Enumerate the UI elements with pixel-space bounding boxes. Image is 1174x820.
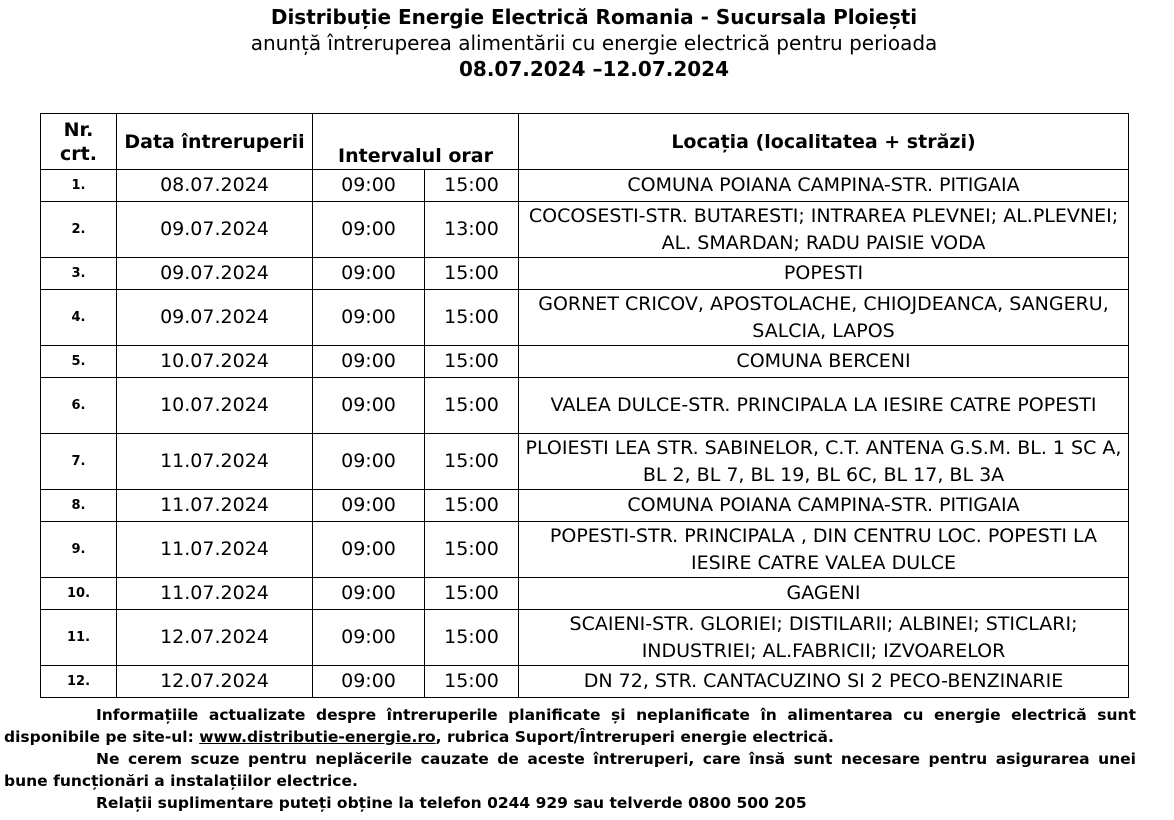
row-date: 11.07.2024	[117, 578, 313, 610]
document-footer	[4, 704, 1136, 814]
row-location: VALEA DULCE-STR. PRINCIPALA LA IESIRE CATRE POPESTI	[519, 378, 1129, 434]
row-date: 09.07.2024	[117, 258, 313, 290]
row-start-time: 09:00	[313, 346, 425, 378]
footer-info-prefix: Informațiile actualizate despre întreruperile planificate și neplanificate în alimentarea cu energie electrică sunt disponibile pe site-ul:	[4, 706, 1136, 746]
row-date: 12.07.2024	[117, 610, 313, 666]
footer-info-suffix: , rubrica Suport/Întreruperi energie electrică.	[435, 728, 834, 746]
table-row	[41, 522, 1129, 578]
row-end-time: 15:00	[425, 378, 519, 434]
table-header-row	[41, 114, 1129, 170]
column-header-date: Data întreruperii	[117, 114, 313, 170]
row-location: COMUNA POIANA CAMPINA-STR. PITIGAIA	[519, 170, 1129, 202]
row-end-time: 15:00	[425, 522, 519, 578]
row-start-time: 09:00	[313, 522, 425, 578]
footer-contact: Relații suplimentare puteți obține la telefon 0244 929 sau telverde 0800 500 205	[96, 794, 807, 812]
table-row	[41, 666, 1129, 698]
row-start-time: 09:00	[313, 378, 425, 434]
row-location: GAGENI	[519, 578, 1129, 610]
column-header-location: Locația (localitatea + străzi)	[519, 114, 1129, 170]
row-start-time: 09:00	[313, 202, 425, 258]
column-header-nr: Nr. crt.	[41, 114, 117, 170]
row-end-time: 15:00	[425, 610, 519, 666]
row-date: 09.07.2024	[117, 202, 313, 258]
row-start-time: 09:00	[313, 666, 425, 698]
row-location: SCAIENI-STR. GLORIEI; DISTILARII; ALBINEI; STICLARI; INDUSTRIEI; AL.FABRICII; IZVOARELOR	[519, 610, 1129, 666]
row-date: 08.07.2024	[117, 170, 313, 202]
site-link[interactable]: www.distributie-energie.ro	[199, 728, 436, 746]
footer-apology: Ne cerem scuze pentru neplăcerile cauzate de aceste întreruperi, care însă sunt necesare pentru asigurarea unei bune funcționări a instalațiilor electrice.	[4, 750, 1136, 790]
table-body	[41, 170, 1129, 698]
row-start-time: 09:00	[313, 610, 425, 666]
row-end-time: 15:00	[425, 434, 519, 490]
row-number: 3.	[41, 258, 117, 290]
row-date: 11.07.2024	[117, 490, 313, 522]
table-row	[41, 490, 1129, 522]
row-start-time: 09:00	[313, 434, 425, 490]
row-start-time: 09:00	[313, 258, 425, 290]
row-number: 8.	[41, 490, 117, 522]
row-location: COCOSESTI-STR. BUTARESTI; INTRAREA PLEVNEI; AL.PLEVNEI; AL. SMARDAN; RADU PAISIE VODA	[519, 202, 1129, 258]
row-end-time: 15:00	[425, 290, 519, 346]
row-end-time: 15:00	[425, 258, 519, 290]
row-end-time: 15:00	[425, 170, 519, 202]
row-number: 7.	[41, 434, 117, 490]
outages-table	[40, 113, 1129, 698]
row-number: 9.	[41, 522, 117, 578]
footer-info	[4, 704, 1136, 748]
column-header-interval: Intervalul orar	[313, 114, 519, 170]
row-number: 11.	[41, 610, 117, 666]
row-location: DN 72, STR. CANTACUZINO SI 2 PECO-BENZINARIE	[519, 666, 1129, 698]
row-number: 12.	[41, 666, 117, 698]
document-subtitle: anunță întreruperea alimentării cu energie electrică pentru perioada	[250, 31, 938, 55]
row-location: COMUNA POIANA CAMPINA-STR. PITIGAIA	[519, 490, 1129, 522]
table-row	[41, 434, 1129, 490]
row-start-time: 09:00	[313, 490, 425, 522]
document-title: Distribuție Energie Electrică Romania - Sucursala Ploiești	[270, 5, 918, 29]
table-row	[41, 170, 1129, 202]
row-date: 12.07.2024	[117, 666, 313, 698]
row-end-time: 15:00	[425, 490, 519, 522]
table-row	[41, 290, 1129, 346]
row-end-time: 15:00	[425, 346, 519, 378]
document-header	[0, 4, 1174, 82]
row-number: 10.	[41, 578, 117, 610]
row-location: POPESTI-STR. PRINCIPALA , DIN CENTRU LOC. POPESTI LA IESIRE CATRE VALEA DULCE	[519, 522, 1129, 578]
row-location: POPESTI	[519, 258, 1129, 290]
table-row	[41, 258, 1129, 290]
row-start-time: 09:00	[313, 578, 425, 610]
table-row	[41, 578, 1129, 610]
row-start-time: 09:00	[313, 290, 425, 346]
row-number: 2.	[41, 202, 117, 258]
row-end-time: 15:00	[425, 666, 519, 698]
row-date: 10.07.2024	[117, 346, 313, 378]
document-period: 08.07.2024 –12.07.2024	[458, 57, 729, 81]
row-start-time: 09:00	[313, 170, 425, 202]
row-end-time: 15:00	[425, 578, 519, 610]
row-date: 11.07.2024	[117, 522, 313, 578]
row-location: COMUNA BERCENI	[519, 346, 1129, 378]
row-number: 6.	[41, 378, 117, 434]
table-row	[41, 202, 1129, 258]
row-end-time: 13:00	[425, 202, 519, 258]
row-date: 11.07.2024	[117, 434, 313, 490]
table-row	[41, 378, 1129, 434]
table-row	[41, 346, 1129, 378]
row-number: 5.	[41, 346, 117, 378]
row-location: PLOIESTI LEA STR. SABINELOR, C.T. ANTENA G.S.M. BL. 1 SC A, BL 2, BL 7, BL 19, BL 6C, BL 17, BL 3A	[519, 434, 1129, 490]
row-number: 1.	[41, 170, 117, 202]
row-date: 09.07.2024	[117, 290, 313, 346]
row-location: GORNET CRICOV, APOSTOLACHE, CHIOJDEANCA, SANGERU, SALCIA, LAPOS	[519, 290, 1129, 346]
table-row	[41, 610, 1129, 666]
row-date: 10.07.2024	[117, 378, 313, 434]
row-number: 4.	[41, 290, 117, 346]
